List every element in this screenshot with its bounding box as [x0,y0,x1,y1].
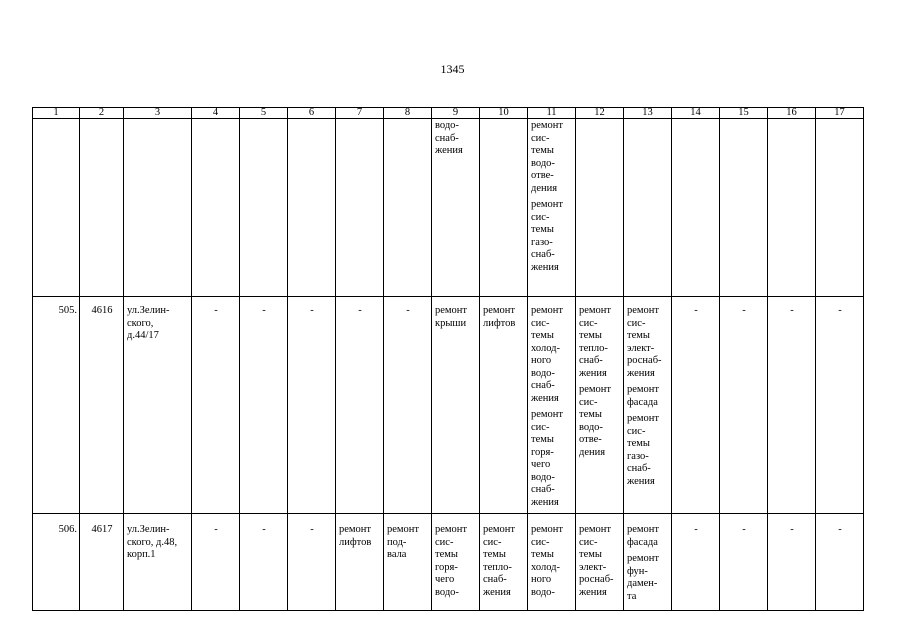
cell-text: ремонт сис- темы горя- чего водо- [435,524,468,598]
table-cell [432,119,480,297]
column-header-8: 8 [384,108,432,119]
table-cell [192,514,240,611]
cell-text: ул.Зелин- ского, д.44/17 [127,305,170,341]
cell-text: ремонт сис- темы холод- ного водо- [531,524,564,598]
column-header-9: 9 [432,108,480,119]
table-cell [33,297,80,514]
table-cell [480,119,528,297]
cell-text: ремонт сис- темы элект- роснаб- жения [579,524,614,598]
cell-text: - [358,305,362,316]
cell-text: ремонт фун- дамен- та [627,553,660,602]
table-cell [240,297,288,514]
table-cell [240,514,288,611]
cell-text: 4616 [91,305,113,316]
table-cell [384,297,432,514]
cell-text: ремонт сис- темы газо- снаб- жения [627,413,660,487]
column-header-13: 13 [624,108,672,119]
table-cell [240,119,288,297]
table-cell [124,514,192,611]
column-header-14: 14 [672,108,720,119]
column-header-2: 2 [80,108,124,119]
table-cell [720,119,768,297]
table-cell [80,514,124,611]
table-cell [672,297,720,514]
cell-text: ремонт сис- темы водо- отве- дения [531,120,564,194]
column-header-1: 1 [33,108,80,119]
table-cell [768,119,816,297]
table-cell [720,297,768,514]
table-cell [336,514,384,611]
cell-text: - [214,305,218,316]
cell-text: - [262,305,266,316]
cell-text: - [790,524,794,535]
table-cell [384,514,432,611]
cell-text: водо- снаб- жения [435,120,463,156]
column-header-17: 17 [816,108,864,119]
cell-text: ремонт крыши [435,305,468,329]
table-cell [576,119,624,297]
cell-text: - [406,305,410,316]
table-cell [192,119,240,297]
table-cell [576,297,624,514]
table-cell [192,297,240,514]
table-row [33,119,864,297]
cell-text: - [310,305,314,316]
table-cell [816,297,864,514]
cell-text: - [214,524,218,535]
column-header-11: 11 [528,108,576,119]
table-cell [624,514,672,611]
cell-text: ремонт сис- темы водо- отве- дения [579,384,612,458]
table-cell [288,514,336,611]
table-cell [768,514,816,611]
cell-text: ремонт сис- темы газо- снаб- жения [531,199,564,273]
table-cell [336,119,384,297]
column-header-16: 16 [768,108,816,119]
cell-text: 506. [58,524,77,535]
cell-text: ремонт сис- темы тепло- снаб- жения [579,305,612,379]
table-row [33,297,864,514]
table-cell [480,514,528,611]
table-cell [288,119,336,297]
column-header-4: 4 [192,108,240,119]
table-cell [672,514,720,611]
cell-text: ремонт сис- темы элект- роснаб- жения [627,305,662,379]
table-row [33,514,864,611]
cell-text: - [790,305,794,316]
table-cell [432,514,480,611]
table-cell [528,514,576,611]
column-header-6: 6 [288,108,336,119]
cell-text: ремонт лифтов [483,305,516,329]
cell-text: - [838,305,842,316]
table-cell [384,119,432,297]
cell-text: ремонт лифтов [339,524,372,548]
data-table [32,107,864,611]
table-cell [480,297,528,514]
table-cell [33,119,80,297]
table-cell [336,297,384,514]
column-header-5: 5 [240,108,288,119]
cell-text: ремонт фасада [627,384,660,408]
table-cell [124,119,192,297]
cell-text: - [742,524,746,535]
cell-text: - [694,305,698,316]
table-cell [33,514,80,611]
cell-text: ремонт сис- темы холод- ного водо- снаб- жения [531,305,564,404]
table-cell [124,297,192,514]
table-cell [528,119,576,297]
table-cell [288,297,336,514]
column-header-7: 7 [336,108,384,119]
cell-text: ремонт сис- темы тепло- снаб- жения [483,524,516,598]
cell-text: - [694,524,698,535]
table-cell [624,297,672,514]
header-row [33,108,864,119]
table-cell [816,514,864,611]
cell-text: - [742,305,746,316]
cell-text: ремонт сис- темы горя- чего водо- снаб- жения [531,409,564,508]
cell-text: ремонт под- вала [387,524,420,560]
cell-text: - [838,524,842,535]
cell-text: 505. [58,305,77,316]
table-cell [80,119,124,297]
cell-text: - [310,524,314,535]
table-cell [576,514,624,611]
page-number: 1345 [440,62,465,76]
column-header-12: 12 [576,108,624,119]
table-cell [624,119,672,297]
table-cell [816,119,864,297]
column-header-10: 10 [480,108,528,119]
column-header-3: 3 [124,108,192,119]
table-cell [432,297,480,514]
cell-text: - [262,524,266,535]
cell-text: ремонт фасада [627,524,660,548]
table-cell [672,119,720,297]
table-cell [768,297,816,514]
table-cell [80,297,124,514]
cell-text: ул.Зелин- ского, д.48, корп.1 [127,524,178,560]
cell-text: 4617 [91,524,113,535]
table-cell [528,297,576,514]
column-header-15: 15 [720,108,768,119]
table-cell [720,514,768,611]
